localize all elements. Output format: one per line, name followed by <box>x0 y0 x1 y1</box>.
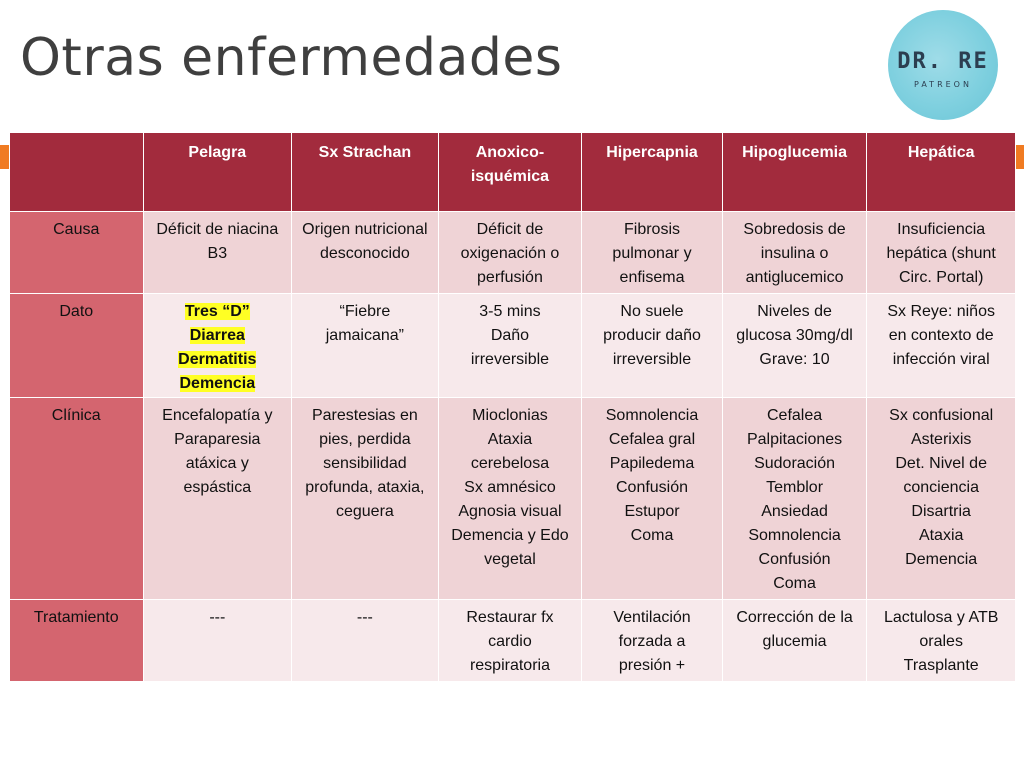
cell-line: Fibrosis <box>624 221 681 238</box>
cell-line: --- <box>356 609 373 626</box>
cell-line: Sx confusional <box>889 407 994 424</box>
cell-line: Parestesias en <box>311 407 418 424</box>
cell-line: Dermatitis <box>178 351 257 368</box>
accent-bar-left <box>0 145 9 169</box>
row-label: Causa <box>10 212 144 294</box>
cell-line: Coma <box>630 527 674 544</box>
table-cell <box>582 212 723 294</box>
row-label: Clínica <box>10 398 144 600</box>
cell-line: Corrección de la <box>736 609 853 626</box>
cell-line: Hipercapnia <box>606 144 698 161</box>
cell-line: enfisema <box>619 269 685 286</box>
cell-line: Confusión <box>615 479 689 496</box>
cell-line: cardio <box>488 633 532 650</box>
table-cell <box>582 600 723 682</box>
cell-line: perfusión <box>477 269 543 286</box>
cell-line: B3 <box>207 245 228 262</box>
cell-line: Cefalea <box>766 407 823 424</box>
cell-line: Demencia <box>905 551 978 568</box>
table-cell <box>143 600 292 682</box>
cell-line: Encefalopatía y <box>162 407 273 424</box>
table-row <box>10 212 1016 294</box>
cell-line: Mioclonias <box>472 407 548 424</box>
cell-line: Circ. Portal) <box>898 269 984 286</box>
cell-line: Déficit de <box>476 221 544 238</box>
table-cell <box>438 212 582 294</box>
table-cell <box>438 398 582 600</box>
header-hipercapnia <box>582 133 723 212</box>
cell-line: Asterixis <box>910 431 972 448</box>
table-cell <box>438 294 582 398</box>
cell-line: Demencia y Edo <box>451 527 569 544</box>
logo-sub-text: PATREON <box>914 80 972 89</box>
cell-line: infección viral <box>892 351 990 368</box>
table-cell <box>582 294 723 398</box>
cell-line: Sx amnésico <box>464 479 556 496</box>
cell-line: “Fiebre <box>339 303 391 320</box>
cell-line: Agnosia visual <box>458 503 562 520</box>
cell-line: Sx Reye: niños <box>887 303 995 320</box>
cell-line: sensibilidad <box>323 455 407 472</box>
cell-line: glucosa 30mg/dl <box>736 327 853 344</box>
cell-line: Sx Strachan <box>318 144 412 161</box>
header-pelagra <box>143 133 292 212</box>
cell-line: Ataxia <box>487 431 533 448</box>
cell-line: hepática (shunt <box>886 245 996 262</box>
table-cell <box>292 212 439 294</box>
cell-line: oxigenación o <box>460 245 560 262</box>
cell-line: conciencia <box>903 479 979 496</box>
table-cell <box>867 398 1016 600</box>
row-label: Tratamiento <box>10 600 144 682</box>
cell-line: Somnolencia <box>605 407 699 424</box>
cell-line: Pelagra <box>188 144 247 161</box>
cell-line: Disartria <box>911 503 971 520</box>
cell-line: Hepática <box>907 144 975 161</box>
cell-line: Temblor <box>766 479 824 496</box>
table-row <box>10 398 1016 600</box>
cell-line: respiratoria <box>469 657 550 674</box>
cell-line: Coma <box>773 575 816 592</box>
cell-line: Sudoración <box>754 455 836 472</box>
cell-line: desconocido <box>319 245 410 262</box>
cell-line: Cefalea gral <box>608 431 696 448</box>
cell-line: Restaurar fx <box>466 609 554 626</box>
cell-line: Ansiedad <box>761 503 828 520</box>
header-anoxico-isquémica <box>438 133 582 212</box>
table-cell <box>722 212 867 294</box>
dr-re-logo <box>888 10 998 120</box>
table-cell <box>582 398 723 600</box>
cell-line: Ventilación <box>613 609 691 626</box>
cell-line: cerebelosa <box>470 455 550 472</box>
table-row <box>10 600 1016 682</box>
logo-main-text: DR. RE <box>897 49 989 74</box>
table-cell <box>143 294 292 398</box>
table-cell <box>143 212 292 294</box>
cell-line: Diarrea <box>189 327 245 344</box>
header-corner <box>10 133 144 212</box>
cell-line: glucemia <box>762 633 827 650</box>
table-cell <box>143 398 292 600</box>
cell-line: Estupor <box>624 503 680 520</box>
cell-line: atáxica y <box>185 455 249 472</box>
cell-line: Papiledema <box>609 455 695 472</box>
accent-bar-right <box>1016 145 1024 169</box>
cell-line: profunda, ataxia, <box>305 479 425 496</box>
cell-line: Confusión <box>758 551 831 568</box>
cell-line: Tres “D” <box>184 303 250 320</box>
table-header-row <box>10 133 1016 212</box>
cell-line: Insuficiencia <box>897 221 986 238</box>
cell-line: Daño <box>490 327 530 344</box>
cell-line: Hipoglucemia <box>742 144 848 161</box>
cell-line: pulmonar y <box>612 245 692 262</box>
header-hepática <box>867 133 1016 212</box>
cell-line: pies, perdida <box>319 431 411 448</box>
cell-line: Niveles de <box>757 303 832 320</box>
cell-line: irreversible <box>612 351 692 368</box>
cell-line: Trasplante <box>903 657 979 674</box>
cell-line: Origen nutricional <box>302 221 428 238</box>
cell-line: vegetal <box>484 551 536 568</box>
cell-line: jamaicana” <box>325 327 405 344</box>
cell-line: Grave: 10 <box>759 351 830 368</box>
cell-line: ceguera <box>335 503 394 520</box>
cell-line: Palpitaciones <box>746 431 843 448</box>
cell-line: irreversible <box>470 351 550 368</box>
cell-line: insulina o <box>760 245 829 262</box>
cell-line: Somnolencia <box>748 527 841 544</box>
table-cell <box>438 600 582 682</box>
table-cell <box>292 600 439 682</box>
table-cell <box>867 212 1016 294</box>
table-cell <box>867 600 1016 682</box>
cell-line: Paraparesia <box>174 431 261 448</box>
cell-line: Ataxia <box>918 527 964 544</box>
table-cell <box>722 294 867 398</box>
diseases-table <box>9 132 1016 682</box>
table-cell <box>867 294 1016 398</box>
table-cell <box>722 600 867 682</box>
header-hipoglucemia <box>722 133 867 212</box>
cell-line: No suele <box>620 303 684 320</box>
table-row <box>10 294 1016 398</box>
cell-line: antiglucemico <box>745 269 844 286</box>
cell-line: --- <box>209 609 226 626</box>
slide-title: Otras enfermedades <box>20 28 563 88</box>
cell-line: Demencia <box>179 375 256 392</box>
cell-line: forzada a <box>618 633 686 650</box>
table-cell <box>722 398 867 600</box>
cell-line: Anoxico- <box>475 144 545 161</box>
cell-line: orales <box>919 633 963 650</box>
cell-line: Lactulosa y ATB <box>883 609 999 626</box>
cell-line: espástica <box>183 479 252 496</box>
cell-line: en contexto de <box>888 327 994 344</box>
cell-line: Det. Nivel de <box>895 455 987 472</box>
cell-line: presión + <box>618 657 686 674</box>
row-label: Dato <box>10 294 144 398</box>
cell-line: producir daño <box>603 327 701 344</box>
cell-line: Sobredosis de <box>743 221 846 238</box>
table-cell <box>292 294 439 398</box>
header-sx-strachan <box>292 133 439 212</box>
cell-line: 3-5 mins <box>479 303 541 320</box>
cell-line: Déficit de niacina <box>156 221 279 238</box>
cell-line: isquémica <box>470 168 550 185</box>
table-cell <box>292 398 439 600</box>
